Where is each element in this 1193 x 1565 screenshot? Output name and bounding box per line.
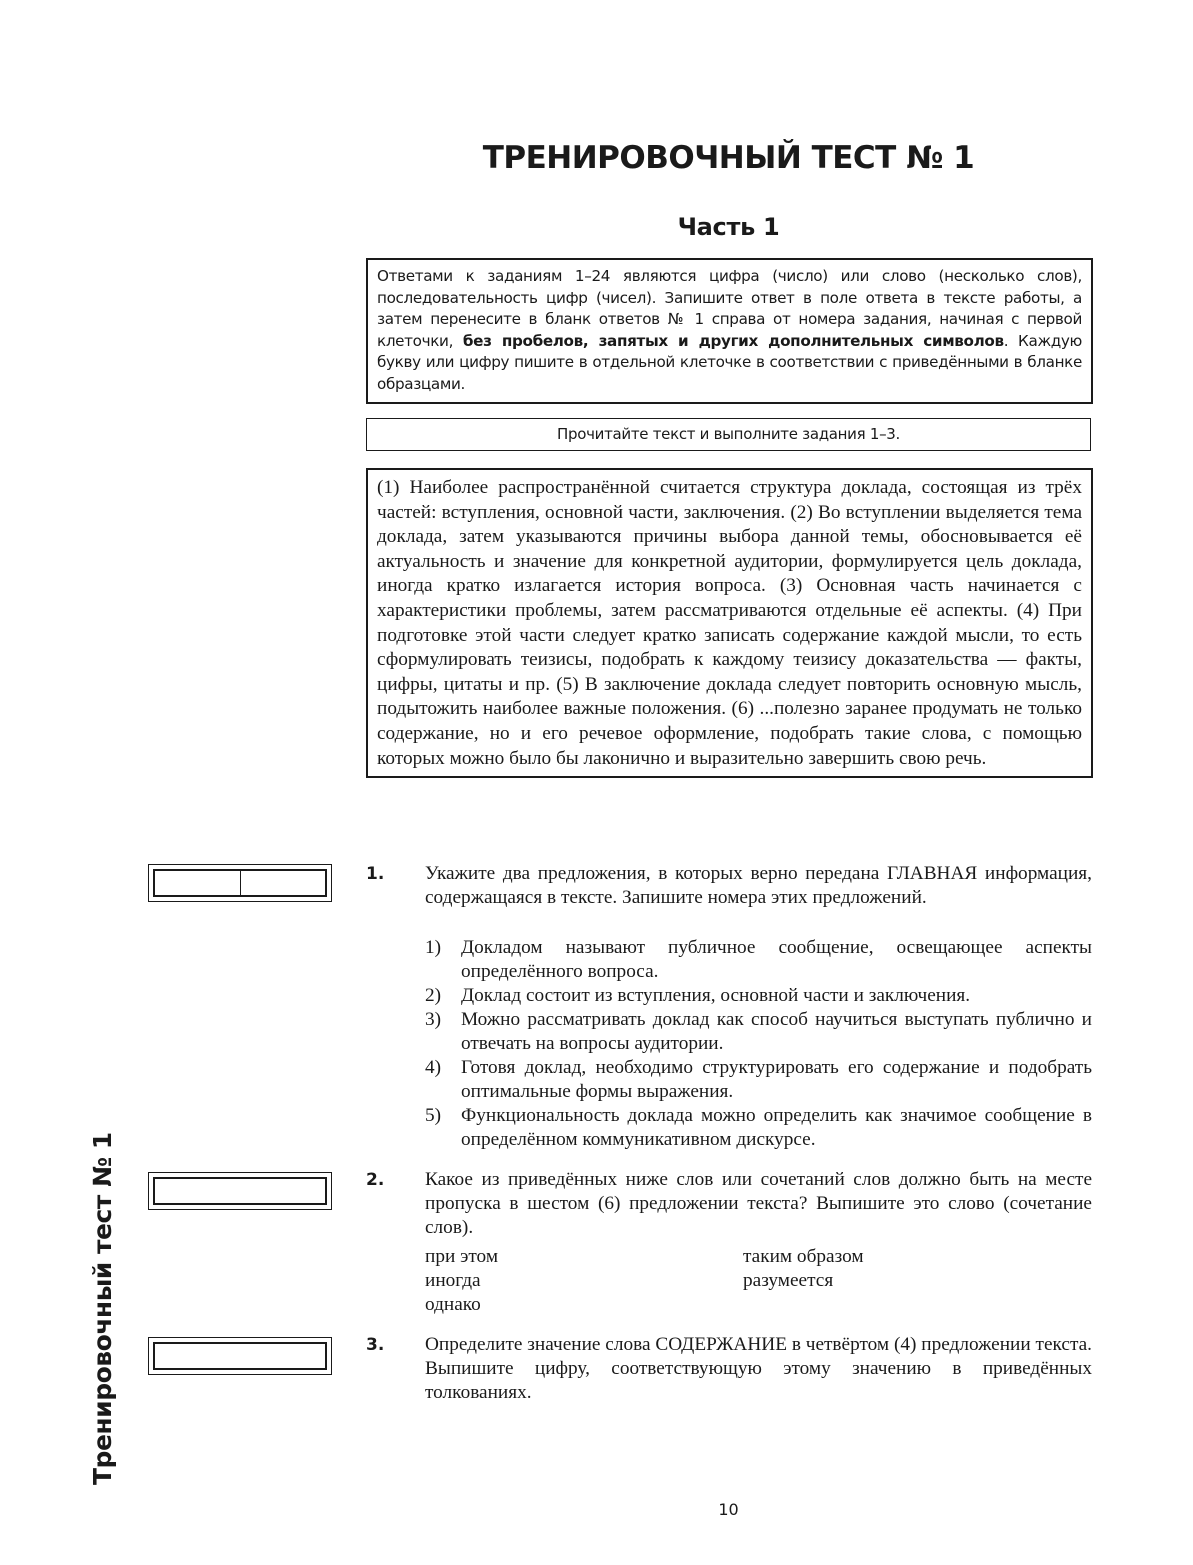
word-choice: таким образом (743, 1246, 864, 1267)
word-column-left (425, 1245, 498, 1317)
question-text-3: Определите значение слова СОДЕРЖАНИЕ в четвёртом (4) предложении текста. Выпишите цифру, соответствующую этому значению в приведённых толкованиях. (425, 1334, 1092, 1403)
word-choice: разумеется (743, 1270, 834, 1291)
word-choice: иногда (425, 1270, 481, 1291)
answer-cell[interactable] (155, 871, 241, 895)
answer-cells (153, 869, 327, 897)
question-number-3: 3. (366, 1335, 385, 1355)
read-prompt-box: Прочитайте текст и выполните задания 1–3. (366, 418, 1091, 451)
side-running-title: Тренировочный тест № 1 (88, 1132, 117, 1485)
answer-cell[interactable] (241, 871, 326, 895)
instructions-text: Ответами к заданиям 1–24 являются цифра (число) или слово (несколько слов), последовательность цифр (чисел). Запишите ответ в поле ответа в тексте работы, а затем перенесите в бланк ответов № 1 справа от номера задания, начиная с первой клеточки, (377, 267, 1082, 350)
option-item: 1) Докладом называют публичное сообщение, освещающее аспекты определённого вопроса. (425, 937, 1092, 982)
question-text-2: Какое из приведённых ниже слов или сочетаний слов должно быть на месте пропуска в шестом (6) предложении текста? Выпишите это слово (сочетание слов). (425, 1169, 1092, 1238)
part-heading: Часть 1 (677, 213, 780, 241)
page-number: 10 (718, 1500, 739, 1519)
answer-box-1[interactable] (148, 864, 332, 902)
question-number-2: 2. (366, 1170, 385, 1190)
word-column-right (743, 1245, 864, 1293)
instructions-box (366, 258, 1093, 404)
question-text-1: Укажите два предложения, в которых верно передана ГЛАВНАЯ информация, содержащаяся в тексте. Запишите номера этих предложений. (425, 863, 1092, 908)
word-choice: однако (425, 1294, 481, 1315)
option-item: 2) Доклад состоит из вступления, основной части и заключения. (425, 985, 971, 1006)
answer-field[interactable] (153, 1177, 327, 1205)
page-title: ТРЕНИРОВОЧНЫЙ ТЕСТ № 1 (482, 140, 975, 176)
option-item: 4) Готовя доклад, необходимо структурировать его содержание и подобрать оптимальные формы выражения. (425, 1057, 1092, 1102)
answer-box-2[interactable] (148, 1172, 332, 1210)
question-1-options (425, 936, 1092, 1152)
instructions-bold-text: без пробелов, запятых и других дополнительных символов (462, 331, 1004, 350)
option-item: 5) Функциональность доклада можно определить как значимое сообщение в определённом коммуникативном дискурсе. (425, 1105, 1092, 1150)
instructions-text-end: . Каждую букву или цифру пишите в отдельной клеточке в соответствии с приведёнными в бланке образцами. (377, 331, 1082, 393)
question-number-1: 1. (366, 864, 385, 884)
word-choice: при этом (425, 1246, 499, 1267)
answer-box-3[interactable] (148, 1337, 332, 1375)
answer-field[interactable] (153, 1342, 327, 1370)
option-item: 3) Можно рассматривать доклад как способ научиться выступать публично и отвечать на вопросы аудитории. (425, 1009, 1092, 1054)
passage-box: (1) Наиболее распространённой считается структура доклада, состоящая из трёх частей: вступления, основной части, заключения. (2) Во вступлении выделяется тема доклада, затем указываются причины выбора данной темы, обосновывается её актуальность и значение для конкретной аудитории, формулируется цель доклада, иногда кратко излагается история вопроса. (3) Основная часть начинается с характеристики проблемы, затем рассматриваются отдельные её аспекты. (4) При подготовке этой части следует кратко записать содержание каждой мысли, то есть сформулировать теизисы, подобрать к каждому теизису доказательства — факты, цифры, цитаты и пр. (5) В заключение доклада следует повторить основную мысль, подытожить наиболее важные положения. (6) ...полезно заранее продумать не только содержание, но и его речевое оформление, подобрать такие слова, с помощью которых можно было бы лаконично и выразительно завершить свою речь. (366, 468, 1093, 778)
